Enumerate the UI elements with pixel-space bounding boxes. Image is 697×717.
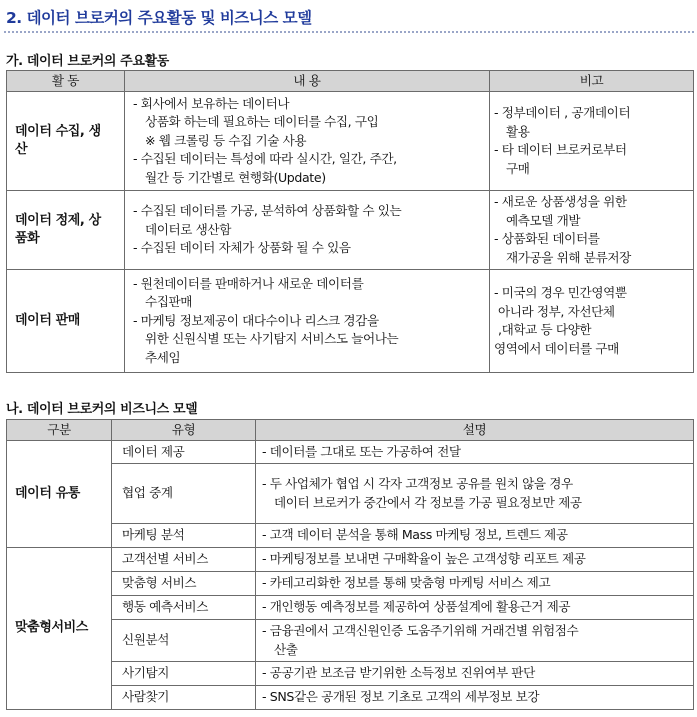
content-cell: - 회사에서 보유하는 데이터나 상품화 하는데 필요하는 데이터를 수집, 구입 ※ 웹 크롤링 등 수집 기술 사용 - 수집된 데이터는 특성에 따라 실시간, 일간, 주간, 월간 등 기간별로 현행화(Update) [125,92,490,191]
type-cell: 맞춤형 서비스 [112,572,256,596]
activity-cell: 데이터 판매 [7,270,125,373]
type-cell: 고객선별 서비스 [112,548,256,572]
note-cell: - 정부데이터 , 공개데이터 활용 - 타 데이터 브로커로부터 구매 [490,92,694,191]
title-divider [4,31,694,33]
note-cell: - 새로운 상품생성을 위한 예측모델 개발 - 상품화된 데이터를 재가공을 위해 분류저장 [490,191,694,270]
activity-cell: 데이터 수집, 생 산 [7,92,125,191]
type-cell: 사람찾기 [112,686,256,710]
type-cell: 협업 중계 [112,464,256,524]
section-b-heading: 나. 데이터 브로커의 비즈니스 모델 [6,402,198,417]
header-content: 내 용 [125,71,490,92]
type-cell: 사기탐지 [112,662,256,686]
page-title: 2. 데이터 브로커의 주요활동 및 비즈니스 모델 [6,9,312,27]
section-a-heading: 가. 데이터 브로커의 주요활동 [6,54,169,69]
desc-cell: - 고객 데이터 분석을 통해 Mass 마케팅 정보, 트렌드 제공 [256,524,694,548]
header-description: 설명 [256,420,694,441]
type-cell: 마케팅 분석 [112,524,256,548]
desc-cell: - 공공기관 보조금 받기위한 소득정보 진위여부 판단 [256,662,694,686]
header-category: 구분 [7,420,112,441]
table-row [7,191,694,270]
activities-table [6,70,694,373]
desc-cell: - 카테고리화한 정보를 통해 맞춤형 마케팅 서비스 제고 [256,572,694,596]
desc-cell: - 금융권에서 고객신원인증 도움주기위해 거래건별 위험점수 산출 [256,620,694,662]
type-cell: 신원분석 [112,620,256,662]
group-cell: 맞춤형서비스 [7,548,112,710]
table-row [7,92,694,191]
desc-cell: - 마케팅정보를 보내면 구매확율이 높은 고객성향 리포트 제공 [256,548,694,572]
header-note: 비고 [490,71,694,92]
content-cell: - 원천데이터를 판매하거나 새로운 데이터를 수집판매 - 마케팅 정보제공이 대다수이나 리스크 경감을 위한 신원식별 또는 사기탐지 서비스도 늘어나는 추세임 [125,270,490,373]
content-cell: - 수집된 데이터를 가공, 분석하여 상품화할 수 있는 데이터로 생산함 - 수집된 데이터 자체가 상품화 될 수 있음 [125,191,490,270]
table-row [7,548,694,572]
type-cell: 데이터 제공 [112,441,256,464]
desc-cell: - SNS같은 공개된 정보 기초로 고객의 세부정보 보강 [256,686,694,710]
type-cell: 행동 예측서비스 [112,596,256,620]
header-activity: 활 동 [7,71,125,92]
business-model-table [6,419,694,710]
note-cell: - 미국의 경우 민간영역뿐 아니라 정부, 자선단체 ,대학교 등 다양한 영역에서 데이터를 구매 [490,270,694,373]
activity-cell: 데이터 정제, 상 품화 [7,191,125,270]
group-cell: 데이터 유통 [7,441,112,548]
desc-cell: - 두 사업체가 협업 시 각자 고객정보 공유를 원치 않을 경우 데이터 브로커가 중간에서 각 정보를 가공 필요정보만 제공 [256,464,694,524]
table-row [7,270,694,373]
desc-cell: - 개인행동 예측정보를 제공하여 상품설계에 활용근거 제공 [256,596,694,620]
desc-cell: - 데이터를 그대로 또는 가공하여 전달 [256,441,694,464]
table-row [7,441,694,464]
header-type: 유형 [112,420,256,441]
